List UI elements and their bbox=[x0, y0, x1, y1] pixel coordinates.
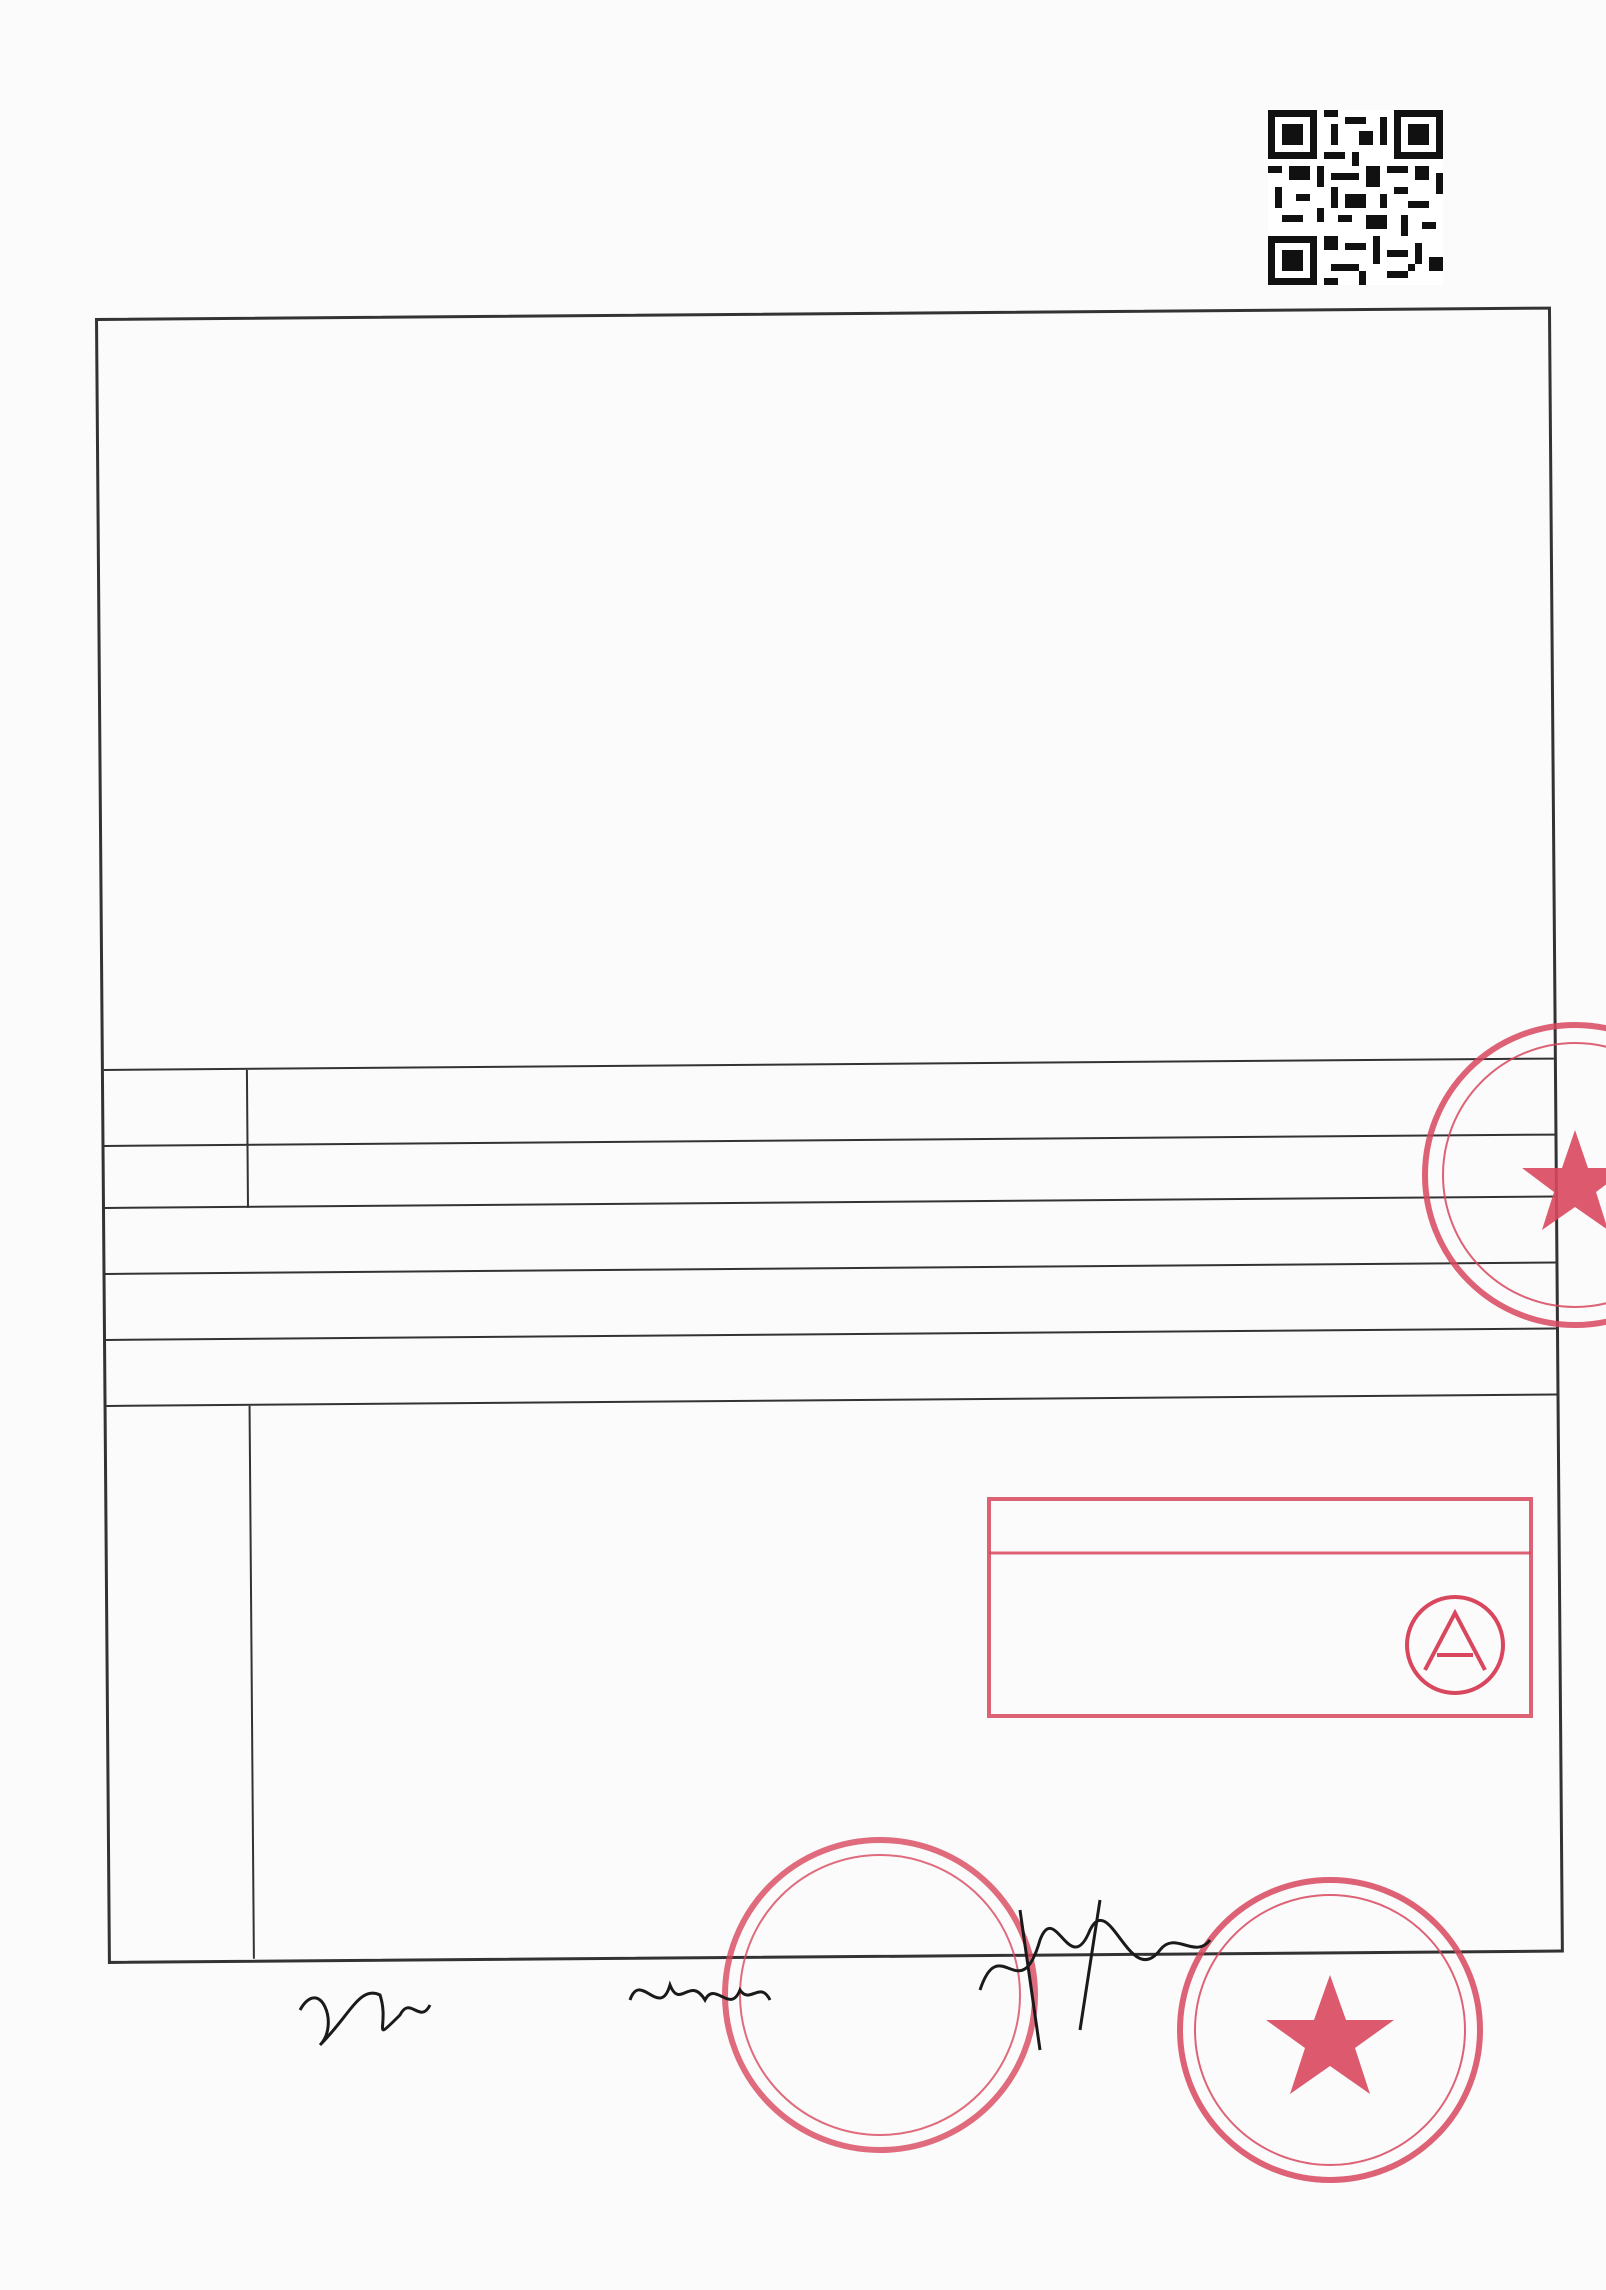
qr-code-icon bbox=[1268, 110, 1443, 285]
equipment-name-label bbox=[105, 1208, 248, 1275]
chief-signature bbox=[960, 1870, 1220, 2070]
engineer-registration-stamp bbox=[985, 1495, 1535, 1720]
side-inspection-stamp bbox=[1395, 1010, 1606, 1340]
test-item-row bbox=[104, 1058, 1555, 1147]
test-item-value bbox=[246, 1060, 1547, 1146]
notes-list bbox=[307, 1426, 1547, 1436]
equipment-id-label bbox=[106, 1274, 249, 1341]
equipment-status-label bbox=[106, 1340, 249, 1407]
reviewer-signature bbox=[620, 1960, 820, 2040]
reviewer-date-writing bbox=[610, 2055, 810, 2125]
approver-signature bbox=[290, 1955, 530, 2075]
info-rows bbox=[98, 310, 1548, 321]
test-item-label bbox=[104, 1070, 247, 1147]
notes-label bbox=[107, 1406, 253, 1960]
test-basis-label bbox=[105, 1146, 247, 1209]
